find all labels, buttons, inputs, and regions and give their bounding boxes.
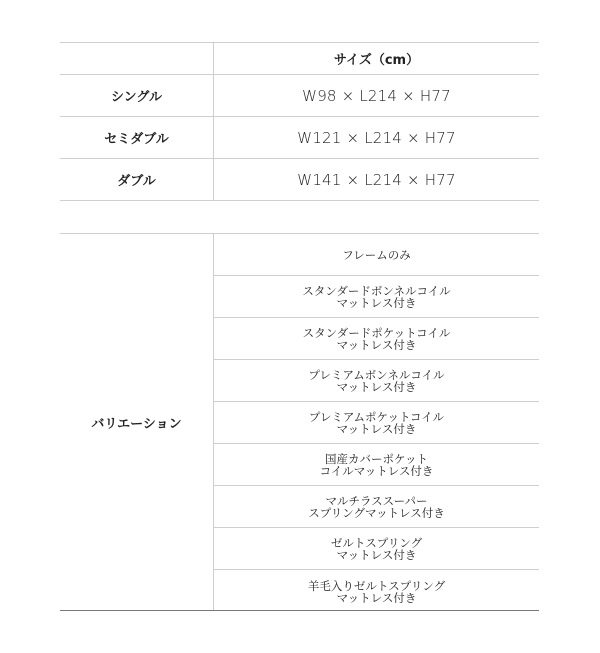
size-value: W121 × L214 × H77 — [297, 128, 456, 147]
variation-item — [214, 234, 539, 276]
variation-table — [60, 233, 539, 611]
variation-line: マルチラススーパー — [325, 493, 428, 508]
variation-line: 国産カバーポケット — [325, 451, 428, 466]
size-row — [60, 117, 539, 159]
variation-line: マットレス付き — [336, 337, 417, 352]
variation-line: マットレス付き — [336, 379, 417, 394]
variation-row — [60, 234, 539, 611]
size-label: ダブル — [60, 159, 214, 200]
size-row — [60, 75, 539, 117]
variation-line: スプリングマットレス付き — [308, 505, 445, 520]
variation-item — [214, 276, 539, 318]
variation-line: スタンダードボンネルコイル — [302, 283, 451, 298]
size-value: W98 × L214 × H77 — [302, 86, 451, 105]
variation-item — [214, 570, 539, 613]
variation-item — [214, 360, 539, 402]
variation-item — [214, 528, 539, 570]
variation-line: マットレス付き — [336, 295, 417, 310]
variation-line: プレミアムボンネルコイル — [308, 367, 445, 382]
size-header-empty — [60, 43, 214, 74]
size-value: W141 × L214 × H77 — [297, 170, 456, 189]
variation-item — [214, 318, 539, 360]
size-row — [60, 159, 539, 201]
size-header-row — [60, 43, 539, 75]
variation-line: マットレス付き — [336, 590, 417, 605]
variation-line: フレームのみ — [342, 247, 411, 262]
size-table — [60, 42, 539, 201]
size-label: シングル — [60, 75, 214, 116]
variation-label: バリエーション — [60, 234, 214, 610]
variation-list — [214, 234, 539, 610]
variation-item — [214, 402, 539, 444]
size-label: セミダブル — [60, 117, 214, 158]
variation-line: プレミアムポケットコイル — [308, 409, 445, 424]
variation-item — [214, 486, 539, 528]
variation-line: スタンダードポケットコイル — [302, 325, 451, 340]
variation-line: 羊毛入りゼルトスプリング — [307, 578, 446, 593]
variation-line: コイルマットレス付き — [319, 463, 434, 478]
variation-line: ゼルトスプリング — [330, 535, 423, 550]
variation-item — [214, 444, 539, 486]
variation-line: マットレス付き — [336, 547, 417, 562]
size-header: サイズ（cm） — [333, 53, 420, 68]
variation-line: マットレス付き — [336, 421, 417, 436]
